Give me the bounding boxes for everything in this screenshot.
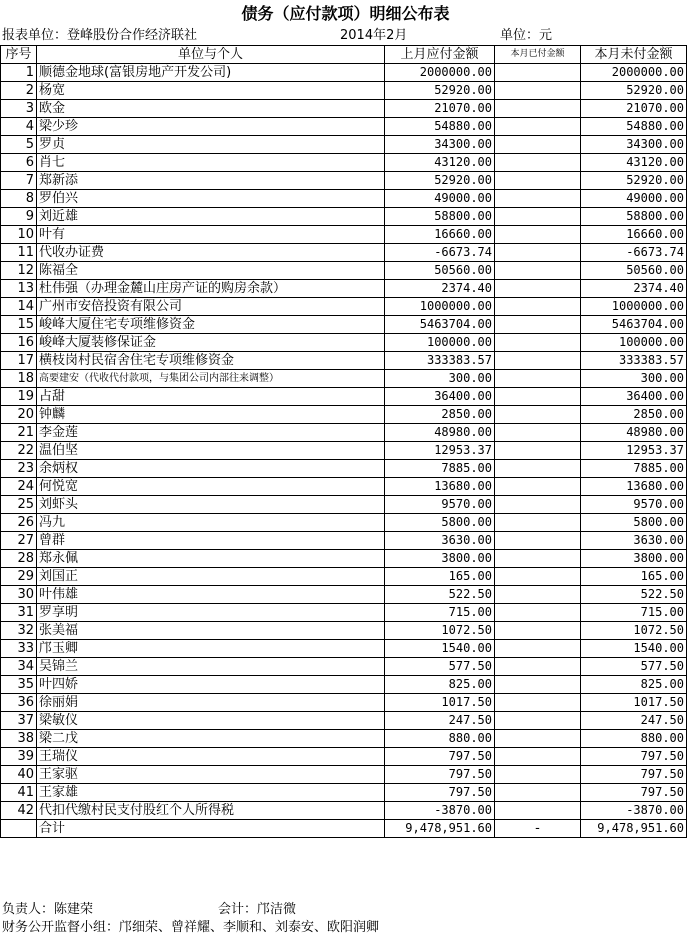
row-seq: 26 [1,514,37,532]
row-paid-amount [495,478,581,496]
row-unpaid-amount: 825.00 [581,676,687,694]
row-prev-amount: 16660.00 [385,226,495,244]
row-seq: 40 [1,766,37,784]
row-name: 冯九 [37,514,385,532]
row-paid-amount [495,442,581,460]
row-name: 肖七 [37,154,385,172]
table-row [1,190,687,208]
table-row [1,172,687,190]
row-seq: 6 [1,154,37,172]
row-name: 叶有 [37,226,385,244]
table-row [1,298,687,316]
row-name: 王瑞仪 [37,748,385,766]
row-name: 杜伟强（办理金麓山庄房产证的购房余款） [37,280,385,298]
row-prev-amount: 2000000.00 [385,64,495,82]
total-row [1,820,687,838]
row-prev-amount: 797.50 [385,766,495,784]
row-prev-amount: 797.50 [385,784,495,802]
row-seq: 7 [1,172,37,190]
row-prev-amount: 43120.00 [385,154,495,172]
row-unpaid-amount: 797.50 [581,784,687,802]
row-unpaid-amount: 2850.00 [581,406,687,424]
row-prev-amount: -3870.00 [385,802,495,820]
supervision-group: 财务公开监督小组：邝细荣、曾祥耀、李顺和、刘泰安、欧阳润卿 [2,920,380,935]
row-seq: 8 [1,190,37,208]
row-unpaid-amount: 3630.00 [581,532,687,550]
table-header-row [1,46,687,64]
row-paid-amount [495,604,581,622]
table-row [1,622,687,640]
row-seq: 21 [1,424,37,442]
row-seq: 36 [1,694,37,712]
row-paid-amount [495,514,581,532]
row-name: 邝玉卿 [37,640,385,658]
row-seq: 33 [1,640,37,658]
table-row [1,568,687,586]
row-prev-amount: 522.50 [385,586,495,604]
row-prev-amount: 1000000.00 [385,298,495,316]
row-seq: 41 [1,784,37,802]
table-row [1,442,687,460]
row-name: 曾群 [37,532,385,550]
row-seq: 42 [1,802,37,820]
row-unpaid-amount: 1017.50 [581,694,687,712]
debt-table [0,45,687,838]
total-seq-cell [1,820,37,838]
row-name: 刘虾头 [37,496,385,514]
row-unpaid-amount: 333383.57 [581,352,687,370]
row-paid-amount [495,136,581,154]
row-unpaid-amount: 48980.00 [581,424,687,442]
row-paid-amount [495,532,581,550]
row-unpaid-amount: 3800.00 [581,550,687,568]
row-paid-amount [495,550,581,568]
row-unpaid-amount: 9570.00 [581,496,687,514]
row-seq: 27 [1,532,37,550]
table-row [1,388,687,406]
row-prev-amount: 52920.00 [385,82,495,100]
row-paid-amount [495,100,581,118]
row-name: 梁二戊 [37,730,385,748]
row-unpaid-amount: 50560.00 [581,262,687,280]
row-seq: 2 [1,82,37,100]
row-seq: 24 [1,478,37,496]
row-unpaid-amount: 49000.00 [581,190,687,208]
row-paid-amount [495,82,581,100]
table-row [1,100,687,118]
table-row [1,226,687,244]
row-name: 温伯坚 [37,442,385,460]
row-unpaid-amount: 7885.00 [581,460,687,478]
row-name: 李金莲 [37,424,385,442]
row-seq: 32 [1,622,37,640]
row-prev-amount: 2374.40 [385,280,495,298]
row-paid-amount [495,370,581,388]
row-seq: 25 [1,496,37,514]
row-paid-amount [495,154,581,172]
row-unpaid-amount: 36400.00 [581,388,687,406]
table-row [1,514,687,532]
column-header-paid-amount: 本月已付金额 [495,46,581,64]
row-unpaid-amount: -6673.74 [581,244,687,262]
row-seq: 1 [1,64,37,82]
row-paid-amount [495,694,581,712]
row-seq: 14 [1,298,37,316]
row-seq: 19 [1,388,37,406]
row-unpaid-amount: -3870.00 [581,802,687,820]
row-seq: 4 [1,118,37,136]
row-prev-amount: 825.00 [385,676,495,694]
row-name: 王家驱 [37,766,385,784]
row-unpaid-amount: 52920.00 [581,82,687,100]
row-name: 叶伟雄 [37,586,385,604]
row-prev-amount: 1072.50 [385,622,495,640]
table-row [1,244,687,262]
row-name: 钟麟 [37,406,385,424]
row-paid-amount [495,244,581,262]
row-prev-amount: -6673.74 [385,244,495,262]
table-row [1,586,687,604]
row-name: 郑永佩 [37,550,385,568]
row-unpaid-amount: 16660.00 [581,226,687,244]
row-name: 梁少珍 [37,118,385,136]
row-seq: 9 [1,208,37,226]
table-row [1,550,687,568]
row-unpaid-amount: 34300.00 [581,136,687,154]
row-prev-amount: 49000.00 [385,190,495,208]
row-name: 峻峰大厦住宅专项维修资金 [37,316,385,334]
row-paid-amount [495,676,581,694]
table-row [1,262,687,280]
row-unpaid-amount: 43120.00 [581,154,687,172]
row-prev-amount: 1540.00 [385,640,495,658]
row-name: 杨宽 [37,82,385,100]
row-seq: 10 [1,226,37,244]
row-paid-amount [495,424,581,442]
row-unpaid-amount: 5800.00 [581,514,687,532]
row-name: 刘近雄 [37,208,385,226]
row-paid-amount [495,118,581,136]
table-row [1,118,687,136]
row-unpaid-amount: 247.50 [581,712,687,730]
column-header-prev-amount: 上月应付金额 [385,46,495,64]
row-unpaid-amount: 54880.00 [581,118,687,136]
row-prev-amount: 1017.50 [385,694,495,712]
column-header-unpaid-amount: 本月未付金额 [581,46,687,64]
row-paid-amount [495,334,581,352]
table-row [1,802,687,820]
row-name: 顺德金地球(富银房地产开发公司) [37,64,385,82]
total-prev-amount: 9,478,951.60 [385,820,495,838]
row-prev-amount: 5463704.00 [385,316,495,334]
row-name: 广州市安倍投资有限公司 [37,298,385,316]
table-row [1,604,687,622]
row-prev-amount: 2850.00 [385,406,495,424]
row-seq: 30 [1,586,37,604]
row-unpaid-amount: 1000000.00 [581,298,687,316]
row-name: 刘国正 [37,568,385,586]
table-row [1,424,687,442]
row-unpaid-amount: 522.50 [581,586,687,604]
row-seq: 23 [1,460,37,478]
total-label: 合计 [37,820,385,838]
row-name: 高要建安（代收代付款项，与集团公司内部往来调整） [37,370,385,388]
table-row [1,496,687,514]
table-row [1,748,687,766]
supervision-row [0,919,691,937]
row-prev-amount: 36400.00 [385,388,495,406]
row-seq: 3 [1,100,37,118]
row-paid-amount [495,712,581,730]
row-prev-amount: 880.00 [385,730,495,748]
row-prev-amount: 5800.00 [385,514,495,532]
row-seq: 39 [1,748,37,766]
row-seq: 35 [1,676,37,694]
row-paid-amount [495,388,581,406]
row-prev-amount: 715.00 [385,604,495,622]
row-paid-amount [495,730,581,748]
row-paid-amount [495,208,581,226]
row-prev-amount: 13680.00 [385,478,495,496]
row-prev-amount: 3630.00 [385,532,495,550]
table-row [1,766,687,784]
row-name: 梁敏仪 [37,712,385,730]
row-prev-amount: 3800.00 [385,550,495,568]
row-name: 张美福 [37,622,385,640]
row-paid-amount [495,172,581,190]
row-prev-amount: 12953.37 [385,442,495,460]
row-unpaid-amount: 58800.00 [581,208,687,226]
row-name: 陈福全 [37,262,385,280]
row-paid-amount [495,640,581,658]
accountant: 会计：邝洁微 [218,902,297,917]
row-seq: 34 [1,658,37,676]
row-name: 余炳权 [37,460,385,478]
row-paid-amount [495,568,581,586]
row-prev-amount: 50560.00 [385,262,495,280]
row-prev-amount: 9570.00 [385,496,495,514]
reporting-unit: 报表单位：登峰股份合作经济联社 [2,28,198,43]
row-unpaid-amount: 797.50 [581,748,687,766]
row-paid-amount [495,316,581,334]
row-name: 叶四娇 [37,676,385,694]
row-paid-amount [495,622,581,640]
table-row [1,334,687,352]
table-body [1,64,687,820]
table-row [1,208,687,226]
table-row [1,370,687,388]
row-paid-amount [495,766,581,784]
row-unpaid-amount: 5463704.00 [581,316,687,334]
row-paid-amount [495,280,581,298]
row-name: 郑新添 [37,172,385,190]
row-paid-amount [495,298,581,316]
row-prev-amount: 247.50 [385,712,495,730]
row-seq: 29 [1,568,37,586]
row-unpaid-amount: 797.50 [581,766,687,784]
row-seq: 37 [1,712,37,730]
row-seq: 15 [1,316,37,334]
row-paid-amount [495,64,581,82]
table-row [1,730,687,748]
row-name: 罗享明 [37,604,385,622]
row-seq: 28 [1,550,37,568]
currency-unit: 单位：元 [500,28,553,43]
row-unpaid-amount: 300.00 [581,370,687,388]
table-row [1,82,687,100]
row-name: 罗伯兴 [37,190,385,208]
row-unpaid-amount: 1072.50 [581,622,687,640]
row-name: 何悦宽 [37,478,385,496]
report-info-row [0,27,691,45]
row-seq: 12 [1,262,37,280]
row-name: 王家雄 [37,784,385,802]
row-seq: 18 [1,370,37,388]
table-row [1,478,687,496]
table-row [1,460,687,478]
row-unpaid-amount: 880.00 [581,730,687,748]
row-paid-amount [495,784,581,802]
row-prev-amount: 21070.00 [385,100,495,118]
row-unpaid-amount: 2374.40 [581,280,687,298]
row-paid-amount [495,406,581,424]
signature-row [0,901,691,919]
row-seq: 5 [1,136,37,154]
table-row [1,712,687,730]
row-paid-amount [495,658,581,676]
row-prev-amount: 333383.57 [385,352,495,370]
row-name: 欧金 [37,100,385,118]
total-unpaid-amount: 9,478,951.60 [581,820,687,838]
table-row [1,784,687,802]
table-row [1,658,687,676]
row-paid-amount [495,802,581,820]
row-paid-amount [495,190,581,208]
row-prev-amount: 100000.00 [385,334,495,352]
row-unpaid-amount: 2000000.00 [581,64,687,82]
row-name: 横枝岗村民宿舍住宅专项维修资金 [37,352,385,370]
row-unpaid-amount: 1540.00 [581,640,687,658]
table-row [1,532,687,550]
table-row [1,154,687,172]
row-paid-amount [495,460,581,478]
row-seq: 16 [1,334,37,352]
row-prev-amount: 48980.00 [385,424,495,442]
row-seq: 22 [1,442,37,460]
row-seq: 13 [1,280,37,298]
row-paid-amount [495,262,581,280]
row-prev-amount: 797.50 [385,748,495,766]
row-seq: 31 [1,604,37,622]
column-header-name: 单位与个人 [37,46,385,64]
row-name: 占甜 [37,388,385,406]
row-prev-amount: 52920.00 [385,172,495,190]
row-paid-amount [495,352,581,370]
row-prev-amount: 54880.00 [385,118,495,136]
report-title: 债务（应付款项）明细公布表 [241,4,450,23]
table-row [1,280,687,298]
total-paid-amount: - [495,820,581,838]
row-prev-amount: 165.00 [385,568,495,586]
column-header-seq: 序号 [1,46,37,64]
row-name: 徐丽娟 [37,694,385,712]
row-seq: 17 [1,352,37,370]
table-row [1,694,687,712]
row-unpaid-amount: 577.50 [581,658,687,676]
row-name: 代收办证费 [37,244,385,262]
row-seq: 38 [1,730,37,748]
table-row [1,136,687,154]
row-unpaid-amount: 100000.00 [581,334,687,352]
row-unpaid-amount: 715.00 [581,604,687,622]
table-row [1,316,687,334]
row-unpaid-amount: 165.00 [581,568,687,586]
row-unpaid-amount: 13680.00 [581,478,687,496]
person-in-charge: 负责人：陈建荣 [2,902,94,917]
row-prev-amount: 577.50 [385,658,495,676]
row-name: 吴锦兰 [37,658,385,676]
row-paid-amount [495,586,581,604]
row-paid-amount [495,226,581,244]
row-unpaid-amount: 12953.37 [581,442,687,460]
row-prev-amount: 7885.00 [385,460,495,478]
row-name: 罗贞 [37,136,385,154]
table-row [1,352,687,370]
row-seq: 20 [1,406,37,424]
row-prev-amount: 34300.00 [385,136,495,154]
row-name: 代扣代缴村民支付股红个人所得税 [37,802,385,820]
table-row [1,676,687,694]
row-unpaid-amount: 21070.00 [581,100,687,118]
row-paid-amount [495,496,581,514]
table-row [1,64,687,82]
row-unpaid-amount: 52920.00 [581,172,687,190]
table-row [1,406,687,424]
row-seq: 11 [1,244,37,262]
row-paid-amount [495,748,581,766]
row-prev-amount: 300.00 [385,370,495,388]
table-row [1,640,687,658]
row-name: 峻峰大厦装修保证金 [37,334,385,352]
report-period: 2014年2月 [340,28,408,43]
row-prev-amount: 58800.00 [385,208,495,226]
